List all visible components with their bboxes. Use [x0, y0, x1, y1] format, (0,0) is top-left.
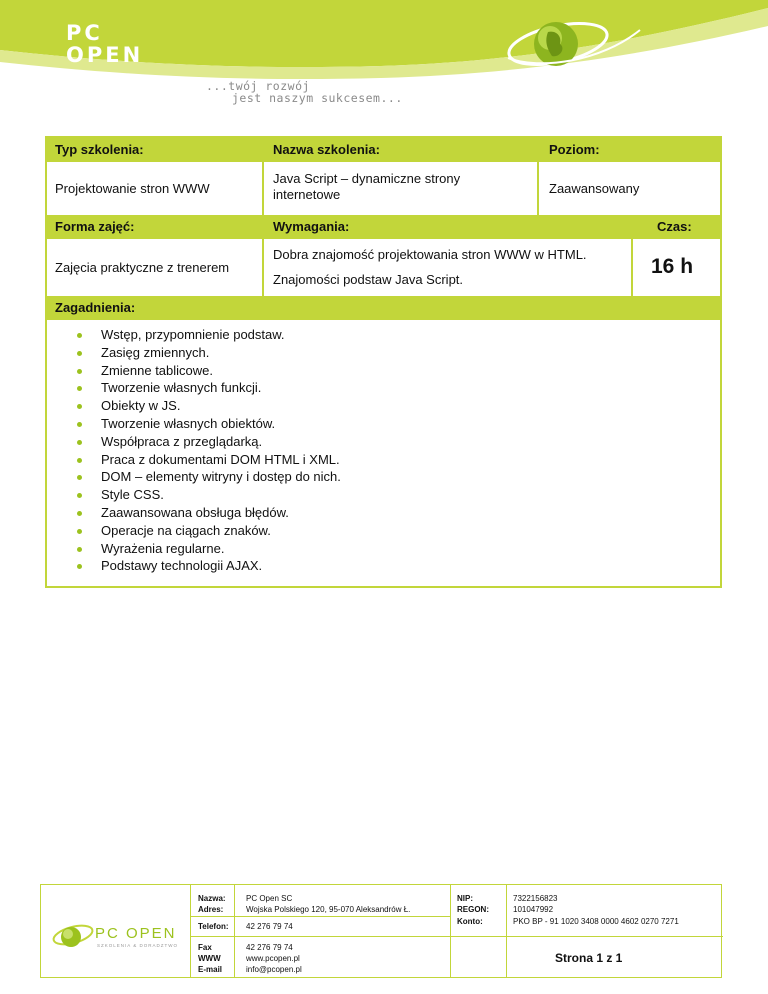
page-header	[0, 0, 768, 110]
time-value: 16 h	[651, 255, 694, 278]
type-value: Projektowanie stron WWW	[55, 181, 210, 196]
time-label: Czas:	[657, 219, 692, 234]
footer-nip-value: 7322156823	[513, 894, 558, 903]
footer-email-value[interactable]: info@pcopen.pl	[246, 965, 302, 974]
footer-phone-label: Telefon:	[198, 922, 229, 931]
page-number: Strona 1 z 1	[555, 951, 623, 965]
footer-name-label: Nazwa:	[198, 894, 226, 903]
topics-header-row	[47, 296, 720, 320]
topic-item: Wyrażenia regularne.	[77, 540, 341, 558]
logo	[66, 22, 143, 66]
footer-account-value: PKO BP - 91 1020 3408 0000 4602 0270 7271	[513, 917, 679, 926]
topic-item: Podstawy technologii AJAX.	[77, 557, 341, 575]
footer-logo-sub: SZKOLENIA & DORADZTWO	[97, 943, 179, 948]
footer-nip-label: NIP:	[457, 894, 473, 903]
slogan-line-2: jest naszym sukcesem...	[232, 91, 403, 105]
topic-item: Operacje na ciągach znaków.	[77, 522, 341, 540]
level-value: Zaawansowany	[549, 181, 640, 196]
course-table	[45, 136, 722, 588]
topic-item: Zasięg zmiennych.	[77, 344, 341, 362]
footer-regon-label: REGON:	[457, 905, 489, 914]
topic-item: Zaawansowana obsługa błędów.	[77, 504, 341, 522]
slogan	[206, 80, 403, 104]
topic-item: Obiekty w JS.	[77, 397, 341, 415]
footer-www-value[interactable]: www.pcopen.pl	[246, 954, 300, 963]
footer-account-label: Konto:	[457, 917, 483, 926]
page-footer	[40, 884, 722, 978]
course-value-row	[47, 162, 720, 215]
footer-address-label: Adres:	[198, 905, 224, 914]
logo-line-2: OPEN	[66, 43, 144, 67]
topic-item: Wstęp, przypomnienie podstaw.	[77, 326, 341, 344]
topics-list	[77, 326, 341, 575]
topic-item: DOM – elementy witryny i dostęp do nich.	[77, 468, 341, 486]
slogan-line-1: ...twój rozwój	[206, 79, 310, 93]
footer-phone-value: 42 276 79 74	[246, 922, 293, 931]
footer-regon-value: 101047992	[513, 905, 554, 914]
level-label: Poziom:	[549, 142, 600, 157]
requirements-label: Wymagania:	[273, 219, 350, 234]
footer-email-label: E-mail	[198, 965, 223, 974]
requirement-2: Znajomości podstaw Java Script.	[273, 272, 464, 287]
footer-name-value: PC Open SC	[246, 894, 293, 903]
topic-item: Współpraca z przeglądarką.	[77, 433, 341, 451]
footer-logo-cell	[41, 885, 191, 977]
form-value: Zajęcia praktyczne z trenerem	[55, 260, 230, 275]
course-header-row	[47, 138, 720, 162]
topic-item: Style CSS.	[77, 486, 341, 504]
type-label: Typ szkolenia:	[55, 142, 144, 157]
topics-label: Zagadnienia:	[55, 300, 136, 315]
name-value: Java Script – dynamiczne strony internetowe	[273, 171, 461, 202]
requirement-1: Dobra znajomość projektowania stron WWW w HTML.	[273, 247, 587, 262]
logo-line-1: PC	[66, 21, 103, 45]
form-value-row	[47, 239, 720, 296]
footer-fax-value: 42 276 79 74	[246, 943, 293, 952]
form-header-row	[47, 215, 720, 239]
topic-item: Zmienne tablicowe.	[77, 362, 341, 380]
topic-item: Tworzenie własnych obiektów.	[77, 415, 341, 433]
footer-logo-text: PC OPEN	[95, 925, 177, 942]
topic-item: Praca z dokumentami DOM HTML i XML.	[77, 451, 341, 469]
footer-www-label: WWW	[198, 954, 221, 963]
footer-address-value: Wojska Polskiego 120, 95-070 Aleksandrów Ł.	[246, 905, 411, 914]
form-label: Forma zajęć:	[55, 219, 135, 234]
name-label: Nazwa szkolenia:	[273, 142, 380, 157]
footer-fax-label: Fax	[198, 943, 212, 952]
topic-item: Tworzenie własnych funkcji.	[77, 379, 341, 397]
